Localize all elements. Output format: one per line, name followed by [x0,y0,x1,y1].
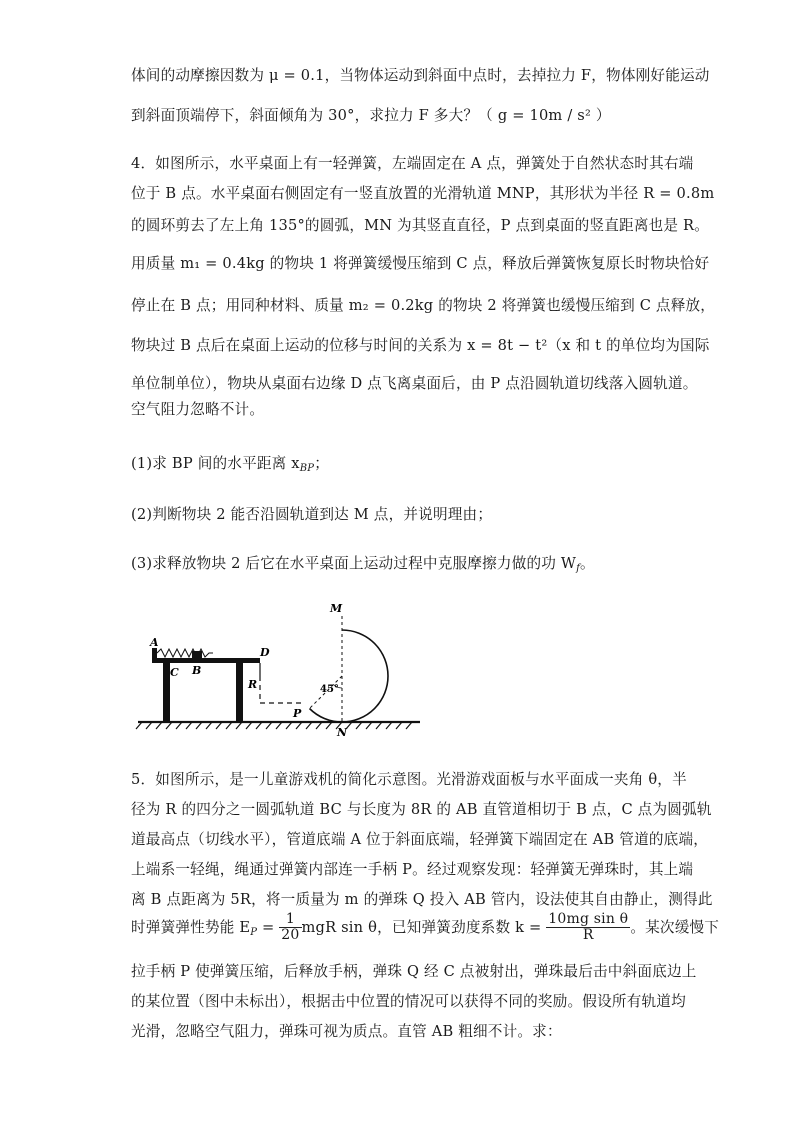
question-4-line: 物块过 B 点后在桌面上运动的位移与时间的关系为 x = 8t − t²（x 和 t 的单位均为国际 [131,337,710,354]
question-5-line: 光滑，忽略空气阻力，弹珠可视为质点。直管 AB 粗细不计。求： [131,1023,562,1040]
label-B: B [192,664,202,677]
label-R: R [248,678,258,691]
question-4-part-1: (1)求 BP 间的水平距离 $x_{BP}$； [131,455,330,474]
question-4-part-2: (2)判断物块 2 能否沿圆轨道到达 M 点，并说明理由； [131,506,493,523]
question-5-line: 上端系一轻绳，绳通过弹簧内部连一手柄 P。经过观察发现：轻弹簧无弹珠时，其上端 [131,861,694,878]
label-C: C [170,666,179,679]
question-5-formula-line: 时弹簧弹性势能 $E_P$ = $\frac{1}{20}$ mgR sin θ，已知弹簧劲度系数 k = $\frac{\text{10mg sin θ}}{R}$ 。某次缓慢下 [131,911,720,944]
label-M: M [330,602,343,615]
question-5-line: 道最高点（切线水平），管道底端 A 位于斜面底端，轻弹簧下端固定在 AB 管道的底端， [131,831,709,848]
fraction-spring-constant: $\frac{\text{10mg sin θ}}{R}$ [548,911,629,944]
label-N: N [337,726,348,739]
question-4-line: 停止在 B 点；用同种材料、质量 m₂ = 0.2kg 的物块 2 将弹簧也缓慢压缩到 C 点释放， [131,297,716,314]
label-A: A [150,636,159,649]
question-4-part-3: (3)求释放物块 2 后它在水平桌面上运动过程中克服摩擦力做的功 $W_f$。 [131,555,595,574]
label-P: P [293,707,302,720]
question-5-line: 离 B 点距离为 5R，将一质量为 m 的弹珠 Q 投入 AB 管内，设法使其自由静止，测得此 [131,891,713,908]
question-5-line: 5．如图所示，是一儿童游戏机的简化示意图。光滑游戏面板与水平面成一夹角 θ，半 [131,771,687,788]
question-4-line: 的圆环剪去了左上角 135°的圆弧，MN 为其竖直直径，P 点到桌面的竖直距离也是 R。 [131,217,710,234]
spring-track-figure [130,596,430,741]
question-4-line: 单位制单位），物块从桌面右边缘 D 点飞离桌面后，由 P 点沿圆轨道切线落入圆轨道。 [131,375,698,392]
label-D: D [260,646,270,659]
text-line: 到斜面顶端停下，斜面倾角为 30°，求拉力 F 多大？（ g = 10m / s² ） [131,107,611,124]
question-4-line: 空气阻力忽略不计。 [131,401,265,418]
question-4-line: 位于 B 点。水平桌面右侧固定有一竖直放置的光滑轨道 MNP，其形状为半径 R = 0.8m [131,185,715,202]
question-4-line: 用质量 m₁ = 0.4kg 的物块 1 将弹簧缓慢压缩到 C 点，释放后弹簧恢复原长时物块恰好 [131,255,710,272]
question-4-line: 4．如图所示，水平桌面上有一轻弹簧，左端固定在 A 点，弹簧处于自然状态时其右端 [131,155,694,172]
fraction-one-twentieth: $\frac{1}{20}$ [281,911,300,944]
text-line: 体间的动摩擦因数为 μ = 0.1，当物体运动到斜面中点时，去掉拉力 F，物体刚好能运动 [131,67,710,84]
question-5-line: 的某位置（图中未标出），根据击中位置的情况可以获得不同的奖励。假设所有轨道均 [131,993,686,1010]
question-5-line: 径为 R 的四分之一圆弧轨道 BC 与长度为 8R 的 AB 直管道相切于 B 点，C 点为圆弧轨 [131,801,712,818]
angle-label: 45° [320,684,339,695]
question-5-line: 拉手柄 P 使弹簧压缩，后释放手柄，弹珠 Q 经 C 点被射出，弹珠最后击中斜面底边上 [131,963,697,980]
